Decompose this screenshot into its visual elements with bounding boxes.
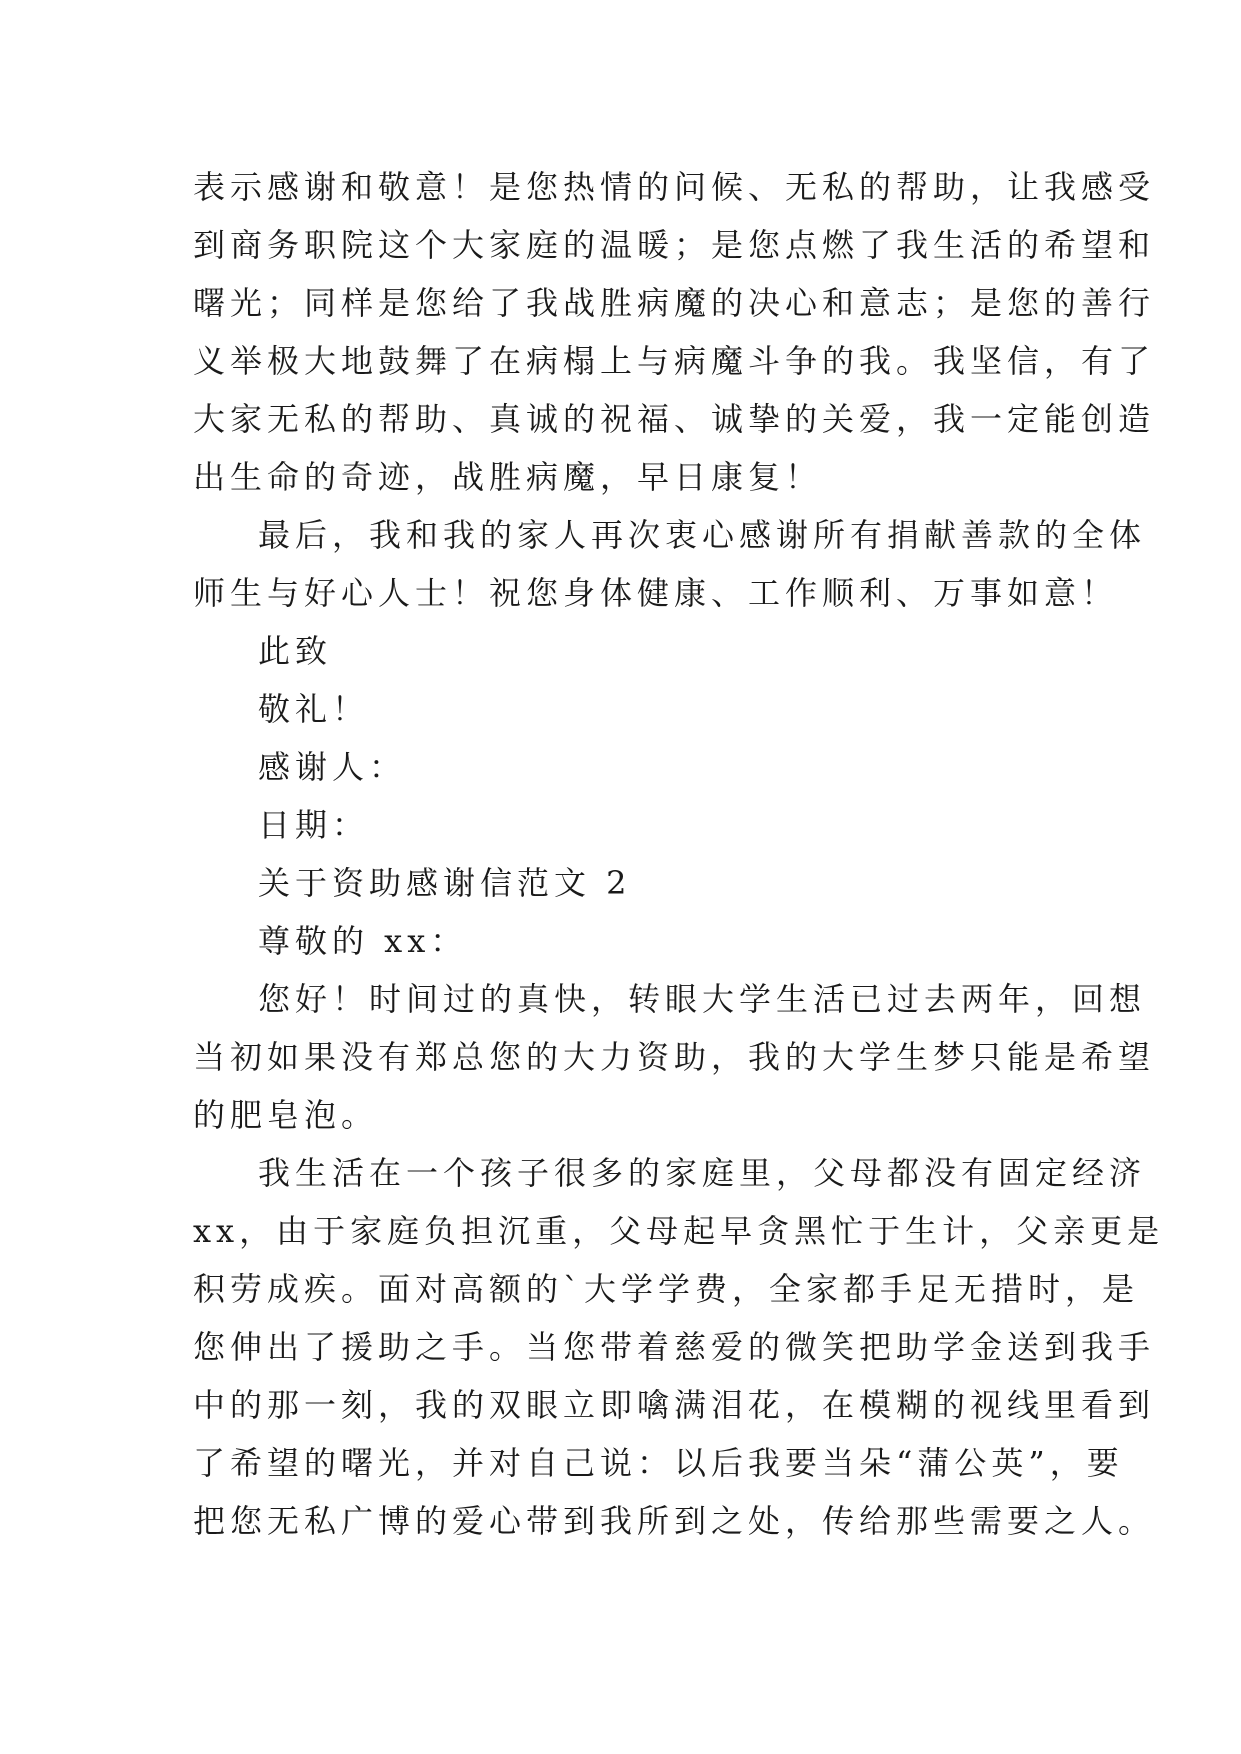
greeting-line: 尊敬的 xx： — [258, 922, 468, 960]
paragraph-line: 曙光；同样是您给了我战胜病魔的决心和意志；是您的善行 — [193, 284, 1156, 322]
paragraph-line: 出生命的奇迹，战胜病魔，早日康复！ — [193, 458, 823, 496]
paragraph-line: 您好！时间过的真快，转眼大学生活已过去两年，回想 — [258, 980, 1147, 1018]
paragraph-line: 的肥皂泡。 — [193, 1096, 379, 1134]
paragraph-line: xx，由于家庭负担沉重，父母起早贪黑忙于生计，父亲更是 — [193, 1212, 1165, 1250]
paragraph-line: 当初如果没有郑总您的大力资助，我的大学生梦只能是希望 — [193, 1038, 1156, 1076]
closing-line: 此致 — [258, 632, 333, 670]
paragraph-line: 了希望的曙光，并对自己说：以后我要当朵“蒲公英”，要 — [193, 1444, 1124, 1482]
paragraph-line: 把您无私广博的爱心带到我所到之处，传给那些需要之人。 — [193, 1502, 1156, 1540]
signer-label: 感谢人： — [258, 748, 407, 786]
paragraph-line: 大家无私的帮助、真诚的祝福、诚挚的关爱，我一定能创造 — [193, 400, 1156, 438]
paragraph-line: 我生活在一个孩子很多的家庭里，父母都没有固定经济 — [258, 1154, 1147, 1192]
paragraph-line: 您伸出了援助之手。当您带着慈爱的微笑把助学金送到我手 — [193, 1328, 1156, 1366]
paragraph-line: 义举极大地鼓舞了在病榻上与病魔斗争的我。我坚信，有了 — [193, 342, 1156, 380]
paragraph-line: 到商务职院这个大家庭的温暖；是您点燃了我生活的希望和 — [193, 226, 1156, 264]
salutation-line: 敬礼！ — [258, 690, 370, 728]
paragraph-line: 最后，我和我的家人再次衷心感谢所有捐献善款的全体 — [258, 516, 1147, 554]
paragraph-line: 师生与好心人士！祝您身体健康、工作顺利、万事如意！ — [193, 574, 1119, 612]
paragraph-line: 中的那一刻，我的双眼立即噙满泪花，在模糊的视线里看到 — [193, 1386, 1156, 1424]
section-title: 关于资助感谢信范文 2 — [258, 864, 632, 902]
paragraph-line: 表示感谢和敬意！是您热情的问候、无私的帮助，让我感受 — [193, 168, 1156, 206]
paragraph-line: 积劳成疾。面对高额的`大学学费，全家都手足无措时，是 — [193, 1270, 1140, 1308]
date-label: 日期： — [258, 806, 370, 844]
